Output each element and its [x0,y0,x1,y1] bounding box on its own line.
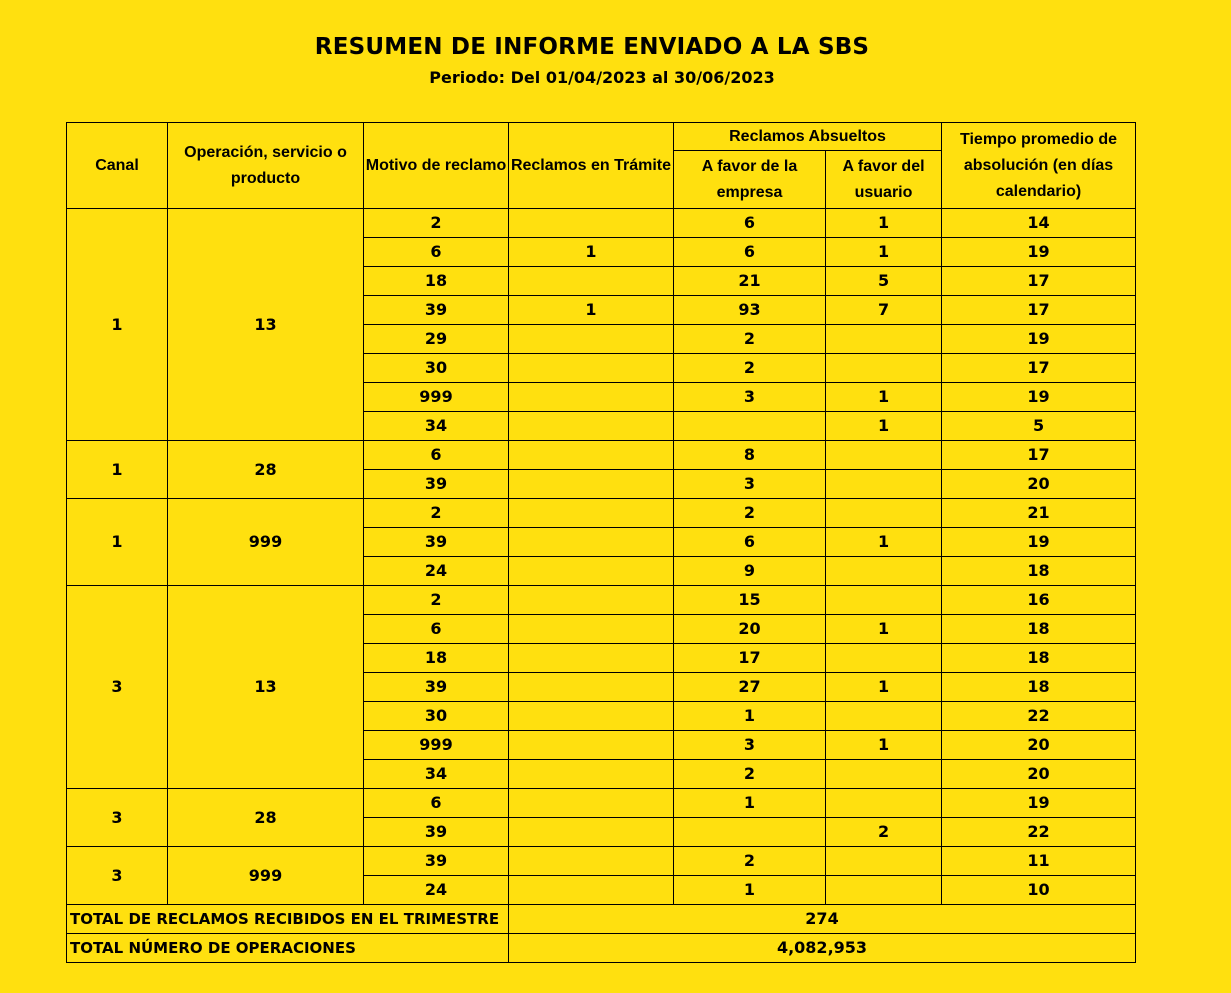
canal-cell: 3 [67,847,168,905]
tiempo-cell: 19 [942,325,1136,354]
table-row [67,789,1136,818]
motivo-cell: 39 [364,470,509,499]
tramite-cell [509,847,674,876]
motivo-cell: 999 [364,731,509,760]
favor-empresa-cell: 2 [674,499,826,528]
tiempo-cell: 19 [942,238,1136,267]
tramite-cell: 1 [509,238,674,267]
tramite-cell [509,354,674,383]
table-body [67,209,1136,905]
favor-empresa-cell: 2 [674,325,826,354]
tiempo-cell: 19 [942,383,1136,412]
favor-empresa-cell: 20 [674,615,826,644]
favor-empresa-cell: 17 [674,644,826,673]
favor-usuario-cell [826,499,942,528]
total-reclamos-label: TOTAL DE RECLAMOS RECIBIDOS EN EL TRIMESTRE [67,905,509,934]
tramite-cell [509,702,674,731]
motivo-cell: 30 [364,354,509,383]
favor-empresa-cell: 3 [674,470,826,499]
motivo-cell: 6 [364,238,509,267]
favor-usuario-cell: 5 [826,267,942,296]
tramite-cell [509,557,674,586]
claims-summary-table [66,122,1136,963]
favor-usuario-cell: 1 [826,528,942,557]
header-tiempo: Tiempo promedio de absolución (en días calendario) [942,123,1136,209]
report-period: Periodo: Del 01/04/2023 al 30/06/2023 [429,68,775,87]
header-favor-empresa: A favor de la empresa [674,151,826,209]
favor-empresa-cell: 2 [674,760,826,789]
tiempo-cell: 17 [942,296,1136,325]
header-favor-usuario: A favor del usuario [826,151,942,209]
tiempo-cell: 14 [942,209,1136,238]
motivo-cell: 34 [364,760,509,789]
tiempo-cell: 19 [942,789,1136,818]
motivo-cell: 39 [364,296,509,325]
tiempo-cell: 5 [942,412,1136,441]
favor-empresa-cell: 9 [674,557,826,586]
tramite-cell [509,789,674,818]
table-row [67,441,1136,470]
tiempo-cell: 21 [942,499,1136,528]
tiempo-cell: 19 [942,528,1136,557]
tramite-cell [509,760,674,789]
motivo-cell: 18 [364,267,509,296]
table-totals [67,905,1136,963]
tramite-cell [509,644,674,673]
motivo-cell: 29 [364,325,509,354]
favor-empresa-cell: 6 [674,528,826,557]
favor-usuario-cell: 1 [826,383,942,412]
favor-empresa-cell: 6 [674,238,826,267]
tiempo-cell: 17 [942,354,1136,383]
table-row [67,586,1136,615]
motivo-cell: 39 [364,673,509,702]
motivo-cell: 39 [364,818,509,847]
report-title: RESUMEN DE INFORME ENVIADO A LA SBS [314,34,870,60]
favor-usuario-cell: 1 [826,238,942,267]
favor-usuario-cell [826,760,942,789]
canal-cell: 1 [67,499,168,586]
tiempo-cell: 18 [942,644,1136,673]
motivo-cell: 6 [364,789,509,818]
total-operaciones-value: 4,082,953 [509,934,1136,963]
favor-empresa-cell: 1 [674,876,826,905]
motivo-cell: 39 [364,847,509,876]
header-tramite: Reclamos en Trámite [509,123,674,209]
motivo-cell: 24 [364,557,509,586]
header-canal: Canal [67,123,168,209]
favor-empresa-cell [674,818,826,847]
motivo-cell: 24 [364,876,509,905]
tramite-cell [509,441,674,470]
tiempo-cell: 11 [942,847,1136,876]
tramite-cell [509,673,674,702]
tiempo-cell: 20 [942,731,1136,760]
operacion-cell: 28 [168,441,364,499]
canal-cell: 3 [67,586,168,789]
favor-usuario-cell [826,354,942,383]
favor-usuario-cell [826,557,942,586]
operacion-cell: 28 [168,789,364,847]
table-row [67,847,1136,876]
tiempo-cell: 10 [942,876,1136,905]
motivo-cell: 2 [364,586,509,615]
total-operaciones-row [67,934,1136,963]
tramite-cell [509,325,674,354]
favor-empresa-cell: 2 [674,354,826,383]
canal-cell: 1 [67,209,168,441]
favor-usuario-cell [826,644,942,673]
tiempo-cell: 20 [942,470,1136,499]
favor-empresa-cell [674,412,826,441]
tramite-cell [509,383,674,412]
favor-usuario-cell [826,470,942,499]
favor-usuario-cell: 1 [826,673,942,702]
favor-usuario-cell: 1 [826,209,942,238]
tramite-cell [509,528,674,557]
favor-usuario-cell [826,325,942,354]
tiempo-cell: 17 [942,441,1136,470]
favor-empresa-cell: 21 [674,267,826,296]
tramite-cell [509,267,674,296]
favor-usuario-cell [826,876,942,905]
header-motivo: Motivo de reclamo [364,123,509,209]
tramite-cell [509,470,674,499]
favor-usuario-cell: 7 [826,296,942,325]
table-row [67,209,1136,238]
favor-usuario-cell: 2 [826,818,942,847]
total-reclamos-value: 274 [509,905,1136,934]
tiempo-cell: 20 [942,760,1136,789]
table-header [67,123,1136,209]
canal-cell: 1 [67,441,168,499]
tiempo-cell: 18 [942,673,1136,702]
favor-usuario-cell [826,789,942,818]
tramite-cell: 1 [509,296,674,325]
tramite-cell [509,731,674,760]
motivo-cell: 2 [364,209,509,238]
tiempo-cell: 22 [942,702,1136,731]
favor-empresa-cell: 3 [674,731,826,760]
tramite-cell [509,818,674,847]
motivo-cell: 6 [364,441,509,470]
motivo-cell: 18 [364,644,509,673]
favor-usuario-cell: 1 [826,731,942,760]
favor-usuario-cell: 1 [826,615,942,644]
operacion-cell: 999 [168,847,364,905]
motivo-cell: 30 [364,702,509,731]
total-operaciones-label: TOTAL NÚMERO DE OPERACIONES [67,934,509,963]
canal-cell: 3 [67,789,168,847]
tiempo-cell: 16 [942,586,1136,615]
motivo-cell: 2 [364,499,509,528]
favor-usuario-cell: 1 [826,412,942,441]
favor-usuario-cell [826,847,942,876]
motivo-cell: 34 [364,412,509,441]
favor-empresa-cell: 3 [674,383,826,412]
motivo-cell: 999 [364,383,509,412]
tiempo-cell: 18 [942,615,1136,644]
header-operacion: Operación, servicio o producto [168,123,364,209]
tramite-cell [509,615,674,644]
favor-empresa-cell: 1 [674,789,826,818]
favor-empresa-cell: 93 [674,296,826,325]
operacion-cell: 999 [168,499,364,586]
favor-empresa-cell: 15 [674,586,826,615]
tiempo-cell: 22 [942,818,1136,847]
favor-usuario-cell [826,441,942,470]
tramite-cell [509,412,674,441]
favor-empresa-cell: 6 [674,209,826,238]
favor-usuario-cell [826,702,942,731]
tramite-cell [509,876,674,905]
header-absueltos: Reclamos Absueltos [674,123,942,151]
favor-empresa-cell: 27 [674,673,826,702]
table-row [67,499,1136,528]
tramite-cell [509,499,674,528]
favor-empresa-cell: 8 [674,441,826,470]
total-reclamos-row [67,905,1136,934]
tiempo-cell: 17 [942,267,1136,296]
tramite-cell [509,209,674,238]
favor-empresa-cell: 1 [674,702,826,731]
tramite-cell [509,586,674,615]
tiempo-cell: 18 [942,557,1136,586]
operacion-cell: 13 [168,209,364,441]
motivo-cell: 6 [364,615,509,644]
operacion-cell: 13 [168,586,364,789]
motivo-cell: 39 [364,528,509,557]
favor-empresa-cell: 2 [674,847,826,876]
favor-usuario-cell [826,586,942,615]
